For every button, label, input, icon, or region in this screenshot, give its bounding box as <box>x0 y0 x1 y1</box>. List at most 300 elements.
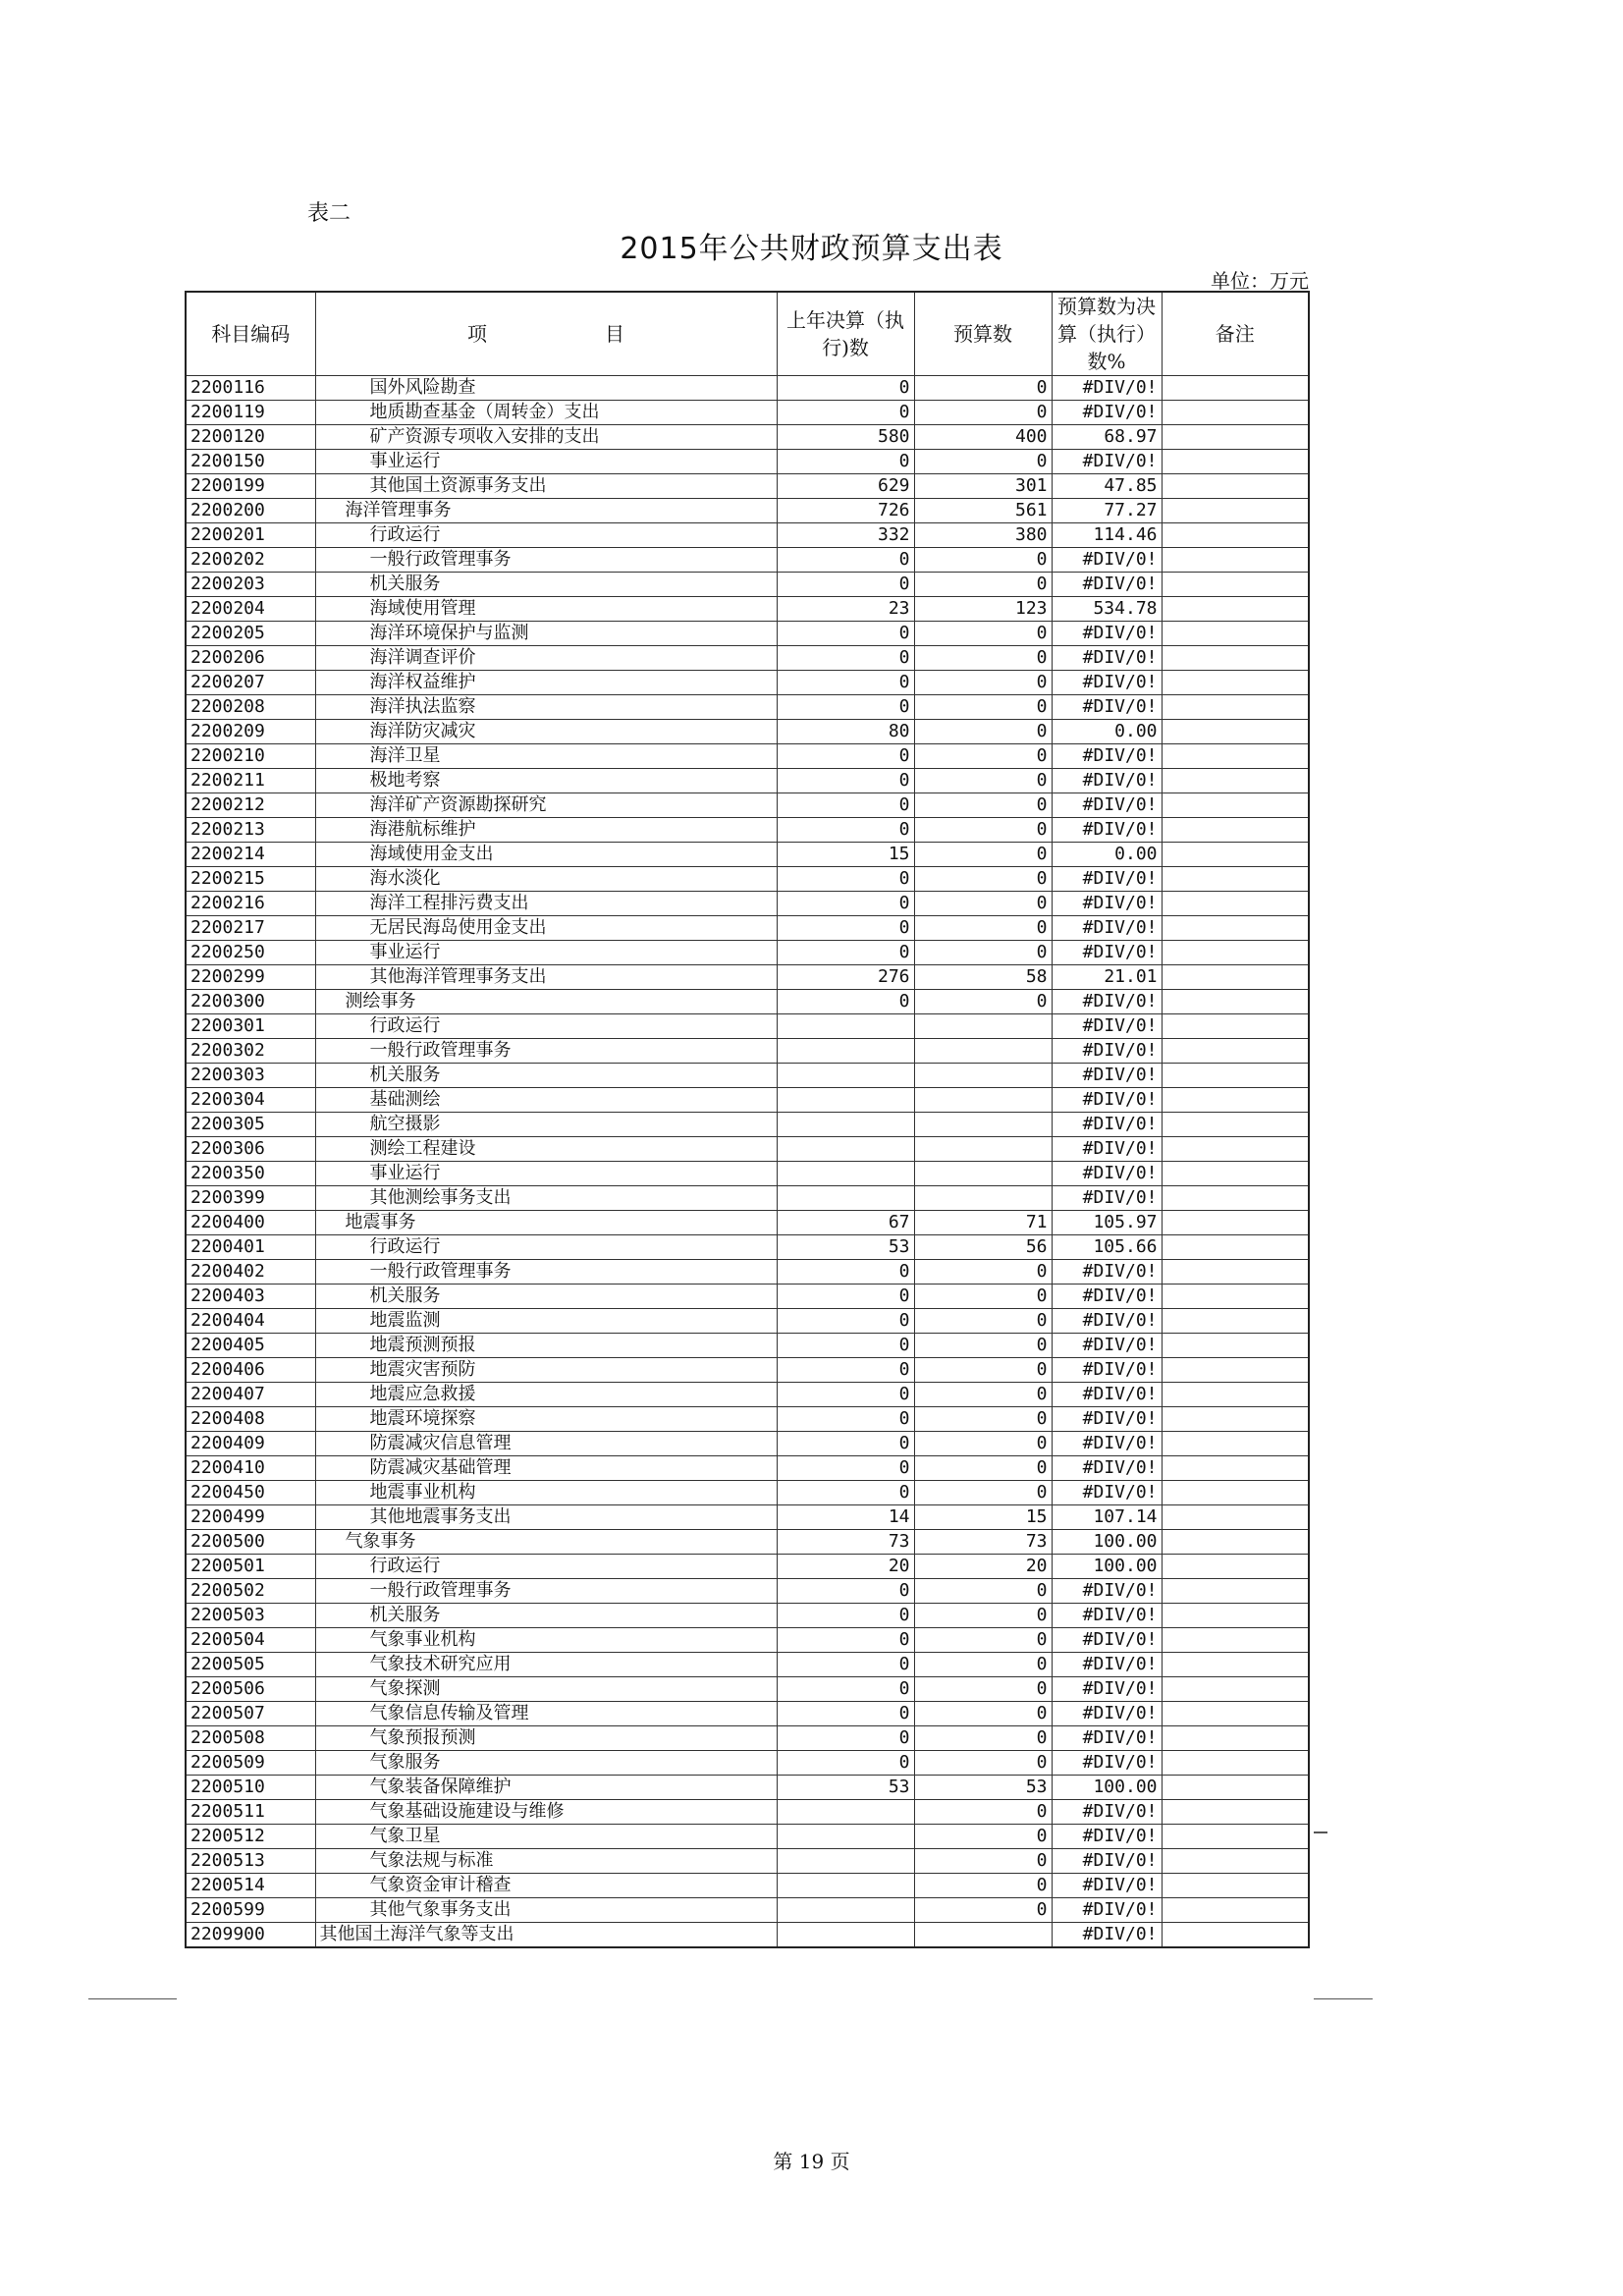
cell-prev-actual: 0 <box>777 1456 914 1481</box>
cell-note <box>1162 1383 1309 1407</box>
cell-ratio: #DIV/0! <box>1052 1383 1162 1407</box>
table-row <box>186 1726 1309 1751</box>
cell-code: 2200199 <box>186 474 315 499</box>
cell-budget: 0 <box>914 1653 1052 1677</box>
cell-item-name: 海域使用金支出 <box>315 843 777 867</box>
cell-note <box>1162 965 1309 990</box>
cell-code: 2200404 <box>186 1309 315 1334</box>
cell-note <box>1162 1260 1309 1285</box>
cell-budget <box>914 1088 1052 1113</box>
cell-prev-actual: 23 <box>777 597 914 622</box>
cell-budget: 0 <box>914 1260 1052 1285</box>
cell-item-name: 行政运行 <box>315 1555 777 1579</box>
cell-budget: 0 <box>914 1481 1052 1505</box>
cell-ratio: #DIV/0! <box>1052 1653 1162 1677</box>
table-row <box>186 818 1309 843</box>
cell-ratio: #DIV/0! <box>1052 1407 1162 1432</box>
cell-item-name: 气象事业机构 <box>315 1628 777 1653</box>
cell-ratio: #DIV/0! <box>1052 1432 1162 1456</box>
cell-prev-actual: 580 <box>777 425 914 450</box>
table-row <box>186 1407 1309 1432</box>
cell-budget: 73 <box>914 1530 1052 1555</box>
header-code: 科目编码 <box>186 292 315 376</box>
cell-item-name: 其他测绘事务支出 <box>315 1186 777 1211</box>
cell-note <box>1162 818 1309 843</box>
cell-prev-actual: 0 <box>777 548 914 573</box>
cell-item-name: 其他国土资源事务支出 <box>315 474 777 499</box>
cell-ratio: #DIV/0! <box>1052 1751 1162 1776</box>
cell-budget: 71 <box>914 1211 1052 1235</box>
cell-note <box>1162 1162 1309 1186</box>
table-row <box>186 1898 1309 1923</box>
cell-budget: 0 <box>914 1898 1052 1923</box>
table-row <box>186 646 1309 671</box>
table-row <box>186 1358 1309 1383</box>
cell-budget: 0 <box>914 622 1052 646</box>
cell-note <box>1162 1358 1309 1383</box>
cell-ratio: #DIV/0! <box>1052 401 1162 425</box>
cell-note <box>1162 1186 1309 1211</box>
cell-budget: 0 <box>914 720 1052 744</box>
cell-prev-actual: 0 <box>777 573 914 597</box>
cell-prev-actual <box>777 1186 914 1211</box>
cell-ratio: #DIV/0! <box>1052 867 1162 892</box>
table-row <box>186 1113 1309 1137</box>
cell-budget <box>914 1923 1052 1948</box>
cell-budget: 0 <box>914 646 1052 671</box>
table-row <box>186 523 1309 548</box>
table-row <box>186 1137 1309 1162</box>
cell-item-name: 海洋执法监察 <box>315 695 777 720</box>
table-row <box>186 1555 1309 1579</box>
cell-ratio: #DIV/0! <box>1052 892 1162 916</box>
cell-ratio: #DIV/0! <box>1052 573 1162 597</box>
cell-budget: 0 <box>914 818 1052 843</box>
cell-ratio: #DIV/0! <box>1052 1358 1162 1383</box>
cell-code: 2200119 <box>186 401 315 425</box>
cell-ratio: 100.00 <box>1052 1555 1162 1579</box>
cell-code: 2200407 <box>186 1383 315 1407</box>
cell-ratio: #DIV/0! <box>1052 622 1162 646</box>
table-body <box>186 376 1309 1948</box>
cell-code: 2200403 <box>186 1285 315 1309</box>
cell-item-name: 地质勘查基金（周转金）支出 <box>315 401 777 425</box>
cell-code: 2200216 <box>186 892 315 916</box>
cell-code: 2200205 <box>186 622 315 646</box>
table-row <box>186 1309 1309 1334</box>
cell-budget: 400 <box>914 425 1052 450</box>
cell-note <box>1162 695 1309 720</box>
cell-ratio: #DIV/0! <box>1052 1825 1162 1849</box>
cell-ratio: 21.01 <box>1052 965 1162 990</box>
cell-ratio: 0.00 <box>1052 720 1162 744</box>
cell-code: 2200211 <box>186 769 315 793</box>
cell-budget: 0 <box>914 401 1052 425</box>
table-header-row <box>186 292 1309 376</box>
cell-ratio: 0.00 <box>1052 843 1162 867</box>
cell-code: 2200207 <box>186 671 315 695</box>
table-row <box>186 401 1309 425</box>
cell-prev-actual <box>777 1088 914 1113</box>
cell-code: 2200212 <box>186 793 315 818</box>
cell-prev-actual: 0 <box>777 671 914 695</box>
cell-ratio: #DIV/0! <box>1052 1677 1162 1702</box>
cell-ratio: #DIV/0! <box>1052 769 1162 793</box>
cell-item-name: 地震环境探察 <box>315 1407 777 1432</box>
cell-code: 2200399 <box>186 1186 315 1211</box>
table-row <box>186 597 1309 622</box>
table-row <box>186 376 1309 401</box>
cell-budget: 0 <box>914 1334 1052 1358</box>
cell-ratio: #DIV/0! <box>1052 1088 1162 1113</box>
cell-ratio: 100.00 <box>1052 1776 1162 1800</box>
table-row <box>186 622 1309 646</box>
cell-budget: 15 <box>914 1505 1052 1530</box>
cell-budget: 0 <box>914 1702 1052 1726</box>
table-row <box>186 1849 1309 1874</box>
cell-item-name: 一般行政管理事务 <box>315 1039 777 1064</box>
cell-ratio: #DIV/0! <box>1052 1800 1162 1825</box>
cell-code: 2200499 <box>186 1505 315 1530</box>
cell-ratio: #DIV/0! <box>1052 1334 1162 1358</box>
table-row <box>186 843 1309 867</box>
cell-note <box>1162 573 1309 597</box>
cell-budget: 0 <box>914 1309 1052 1334</box>
table-row <box>186 1481 1309 1505</box>
table-row <box>186 744 1309 769</box>
cell-ratio: #DIV/0! <box>1052 450 1162 474</box>
table-row <box>186 1530 1309 1555</box>
cell-code: 2200306 <box>186 1137 315 1162</box>
cell-note <box>1162 671 1309 695</box>
cell-note <box>1162 1923 1309 1948</box>
cell-item-name: 其他海洋管理事务支出 <box>315 965 777 990</box>
cell-ratio: #DIV/0! <box>1052 548 1162 573</box>
cell-item-name: 一般行政管理事务 <box>315 1260 777 1285</box>
cell-code: 2200504 <box>186 1628 315 1653</box>
cell-prev-actual: 0 <box>777 1628 914 1653</box>
cell-ratio: #DIV/0! <box>1052 1456 1162 1481</box>
cell-note <box>1162 1064 1309 1088</box>
cell-code: 2209900 <box>186 1923 315 1948</box>
cell-budget: 0 <box>914 695 1052 720</box>
cell-prev-actual: 0 <box>777 1726 914 1751</box>
cell-code: 2200408 <box>186 1407 315 1432</box>
cell-budget: 301 <box>914 474 1052 499</box>
cell-code: 2200409 <box>186 1432 315 1456</box>
cell-budget: 0 <box>914 1383 1052 1407</box>
cell-note <box>1162 843 1309 867</box>
cell-note <box>1162 793 1309 818</box>
cell-ratio: #DIV/0! <box>1052 671 1162 695</box>
cell-item-name: 其他国土海洋气象等支出 <box>315 1923 777 1948</box>
cell-ratio: 100.00 <box>1052 1530 1162 1555</box>
cell-budget: 0 <box>914 1800 1052 1825</box>
cell-prev-actual: 0 <box>777 1481 914 1505</box>
cell-item-name: 航空摄影 <box>315 1113 777 1137</box>
cell-ratio: #DIV/0! <box>1052 1309 1162 1334</box>
cell-budget: 0 <box>914 1751 1052 1776</box>
cell-note <box>1162 597 1309 622</box>
cell-prev-actual: 14 <box>777 1505 914 1530</box>
cell-prev-actual: 0 <box>777 1432 914 1456</box>
cell-code: 2200214 <box>186 843 315 867</box>
cell-note <box>1162 1874 1309 1898</box>
table-row <box>186 1186 1309 1211</box>
cell-budget: 0 <box>914 990 1052 1014</box>
cell-note <box>1162 1653 1309 1677</box>
cell-note <box>1162 1235 1309 1260</box>
table-row <box>186 1874 1309 1898</box>
cell-note <box>1162 1113 1309 1137</box>
cell-item-name: 一般行政管理事务 <box>315 548 777 573</box>
cell-item-name: 海洋环境保护与监测 <box>315 622 777 646</box>
cell-prev-actual: 0 <box>777 793 914 818</box>
cell-prev-actual: 0 <box>777 1309 914 1334</box>
cell-note <box>1162 1800 1309 1825</box>
cell-prev-actual: 0 <box>777 1604 914 1628</box>
cell-code: 2200350 <box>186 1162 315 1186</box>
cell-code: 2200203 <box>186 573 315 597</box>
cell-ratio: #DIV/0! <box>1052 646 1162 671</box>
cell-prev-actual: 0 <box>777 1702 914 1726</box>
cell-ratio: #DIV/0! <box>1052 1137 1162 1162</box>
cell-code: 2200406 <box>186 1358 315 1383</box>
cell-note <box>1162 474 1309 499</box>
cell-item-name: 海洋矿产资源勘探研究 <box>315 793 777 818</box>
cell-item-name: 行政运行 <box>315 523 777 548</box>
cell-prev-actual: 73 <box>777 1530 914 1555</box>
table-row <box>186 1334 1309 1358</box>
cell-code: 2200507 <box>186 1702 315 1726</box>
cell-code: 2200512 <box>186 1825 315 1849</box>
cell-item-name: 气象装备保障维护 <box>315 1776 777 1800</box>
table-row <box>186 1677 1309 1702</box>
table-row <box>186 867 1309 892</box>
cell-note <box>1162 720 1309 744</box>
cell-item-name: 海水淡化 <box>315 867 777 892</box>
header-note: 备注 <box>1162 292 1309 376</box>
cell-code: 2200501 <box>186 1555 315 1579</box>
table-row <box>186 892 1309 916</box>
cell-note <box>1162 1481 1309 1505</box>
cell-budget: 0 <box>914 1849 1052 1874</box>
cell-note <box>1162 769 1309 793</box>
cell-item-name: 地震监测 <box>315 1309 777 1334</box>
cell-budget: 0 <box>914 941 1052 965</box>
cell-item-name: 机关服务 <box>315 1064 777 1088</box>
cell-note <box>1162 990 1309 1014</box>
cell-item-name: 气象服务 <box>315 1751 777 1776</box>
cell-item-name: 事业运行 <box>315 1162 777 1186</box>
cell-code: 2200305 <box>186 1113 315 1137</box>
cell-ratio: #DIV/0! <box>1052 1285 1162 1309</box>
header-budget: 预算数 <box>914 292 1052 376</box>
cell-note <box>1162 1555 1309 1579</box>
cell-note <box>1162 1702 1309 1726</box>
cell-budget: 0 <box>914 892 1052 916</box>
cell-ratio: #DIV/0! <box>1052 990 1162 1014</box>
cell-ratio: 105.97 <box>1052 1211 1162 1235</box>
cell-item-name: 事业运行 <box>315 941 777 965</box>
table-row <box>186 671 1309 695</box>
cell-prev-actual: 0 <box>777 1579 914 1604</box>
cell-prev-actual: 0 <box>777 646 914 671</box>
table-row <box>186 1432 1309 1456</box>
cell-code: 2200503 <box>186 1604 315 1628</box>
cell-budget: 0 <box>914 450 1052 474</box>
cell-note <box>1162 1898 1309 1923</box>
cell-prev-actual <box>777 1064 914 1088</box>
cell-item-name: 气象资金审计稽查 <box>315 1874 777 1898</box>
header-prev-actual: 上年决算（执行)数 <box>777 292 914 376</box>
cell-prev-actual: 53 <box>777 1235 914 1260</box>
cell-ratio: 534.78 <box>1052 597 1162 622</box>
cell-ratio: #DIV/0! <box>1052 1628 1162 1653</box>
cell-note <box>1162 376 1309 401</box>
cell-ratio: #DIV/0! <box>1052 695 1162 720</box>
cell-code: 2200405 <box>186 1334 315 1358</box>
cell-prev-actual: 0 <box>777 401 914 425</box>
cell-item-name: 防震减灾基础管理 <box>315 1456 777 1481</box>
cell-budget: 56 <box>914 1235 1052 1260</box>
scan-artifact <box>88 1998 177 1999</box>
cell-ratio: #DIV/0! <box>1052 1014 1162 1039</box>
cell-item-name: 海域使用管理 <box>315 597 777 622</box>
cell-code: 2200402 <box>186 1260 315 1285</box>
cell-prev-actual: 0 <box>777 450 914 474</box>
cell-prev-actual: 0 <box>777 1407 914 1432</box>
cell-item-name: 国外风险勘查 <box>315 376 777 401</box>
cell-item-name: 测绘工程建设 <box>315 1137 777 1162</box>
cell-note <box>1162 1407 1309 1432</box>
cell-note <box>1162 1677 1309 1702</box>
cell-ratio: #DIV/0! <box>1052 1726 1162 1751</box>
cell-ratio: #DIV/0! <box>1052 1923 1162 1948</box>
cell-prev-actual: 0 <box>777 695 914 720</box>
cell-prev-actual <box>777 1014 914 1039</box>
cell-note <box>1162 1039 1309 1064</box>
cell-note <box>1162 1456 1309 1481</box>
cell-ratio: #DIV/0! <box>1052 1604 1162 1628</box>
cell-note <box>1162 1628 1309 1653</box>
cell-prev-actual: 629 <box>777 474 914 499</box>
scan-artifact <box>1314 1998 1373 1999</box>
cell-ratio: 107.14 <box>1052 1505 1162 1530</box>
cell-code: 2200250 <box>186 941 315 965</box>
cell-code: 2200500 <box>186 1530 315 1555</box>
cell-prev-actual: 0 <box>777 1358 914 1383</box>
budget-expenditure-table <box>185 291 1310 1948</box>
cell-code: 2200217 <box>186 916 315 941</box>
cell-code: 2200201 <box>186 523 315 548</box>
cell-code: 2200202 <box>186 548 315 573</box>
cell-code: 2200410 <box>186 1456 315 1481</box>
cell-ratio: #DIV/0! <box>1052 941 1162 965</box>
cell-budget: 123 <box>914 597 1052 622</box>
cell-budget: 0 <box>914 548 1052 573</box>
cell-prev-actual: 276 <box>777 965 914 990</box>
cell-ratio: #DIV/0! <box>1052 1702 1162 1726</box>
cell-budget: 0 <box>914 867 1052 892</box>
cell-prev-actual <box>777 1825 914 1849</box>
cell-item-name: 气象卫星 <box>315 1825 777 1849</box>
table-row <box>186 1923 1309 1948</box>
cell-note <box>1162 1334 1309 1358</box>
cell-ratio: #DIV/0! <box>1052 1849 1162 1874</box>
table-row <box>186 695 1309 720</box>
cell-note <box>1162 744 1309 769</box>
cell-code: 2200400 <box>186 1211 315 1235</box>
cell-code: 2200210 <box>186 744 315 769</box>
cell-code: 2200209 <box>186 720 315 744</box>
table-row <box>186 1039 1309 1064</box>
cell-item-name: 机关服务 <box>315 1285 777 1309</box>
cell-budget <box>914 1064 1052 1088</box>
cell-item-name: 无居民海岛使用金支出 <box>315 916 777 941</box>
cell-ratio: #DIV/0! <box>1052 1481 1162 1505</box>
table-row <box>186 1456 1309 1481</box>
cell-ratio: #DIV/0! <box>1052 1186 1162 1211</box>
cell-prev-actual <box>777 1039 914 1064</box>
table-row <box>186 941 1309 965</box>
cell-code: 2200116 <box>186 376 315 401</box>
cell-item-name: 气象基础设施建设与维修 <box>315 1800 777 1825</box>
cell-item-name: 一般行政管理事务 <box>315 1579 777 1604</box>
cell-code: 2200213 <box>186 818 315 843</box>
cell-item-name: 海洋卫星 <box>315 744 777 769</box>
cell-prev-actual <box>777 1923 914 1948</box>
cell-item-name: 行政运行 <box>315 1235 777 1260</box>
cell-item-name: 地震预测预报 <box>315 1334 777 1358</box>
table-row <box>186 990 1309 1014</box>
cell-prev-actual: 53 <box>777 1776 914 1800</box>
cell-item-name: 海洋工程排污费支出 <box>315 892 777 916</box>
cell-ratio: 68.97 <box>1052 425 1162 450</box>
cell-code: 2200300 <box>186 990 315 1014</box>
cell-note <box>1162 1530 1309 1555</box>
cell-item-name: 事业运行 <box>315 450 777 474</box>
cell-ratio: 47.85 <box>1052 474 1162 499</box>
cell-note <box>1162 1137 1309 1162</box>
table-row <box>186 474 1309 499</box>
cell-prev-actual: 0 <box>777 867 914 892</box>
cell-prev-actual: 0 <box>777 892 914 916</box>
cell-code: 2200150 <box>186 450 315 474</box>
cell-budget: 0 <box>914 916 1052 941</box>
cell-budget <box>914 1162 1052 1186</box>
cell-code: 2200302 <box>186 1039 315 1064</box>
cell-item-name: 其他地震事务支出 <box>315 1505 777 1530</box>
cell-budget: 0 <box>914 843 1052 867</box>
cell-budget: 0 <box>914 793 1052 818</box>
cell-note <box>1162 425 1309 450</box>
cell-budget: 0 <box>914 1874 1052 1898</box>
cell-item-name: 基础测绘 <box>315 1088 777 1113</box>
cell-item-name: 海港航标维护 <box>315 818 777 843</box>
cell-code: 2200200 <box>186 499 315 523</box>
cell-note <box>1162 1751 1309 1776</box>
cell-item-name: 海洋权益维护 <box>315 671 777 695</box>
cell-note <box>1162 1726 1309 1751</box>
cell-note <box>1162 548 1309 573</box>
cell-prev-actual <box>777 1800 914 1825</box>
cell-budget: 0 <box>914 769 1052 793</box>
table-row <box>186 769 1309 793</box>
cell-ratio: #DIV/0! <box>1052 818 1162 843</box>
cell-budget: 20 <box>914 1555 1052 1579</box>
cell-code: 2200120 <box>186 425 315 450</box>
